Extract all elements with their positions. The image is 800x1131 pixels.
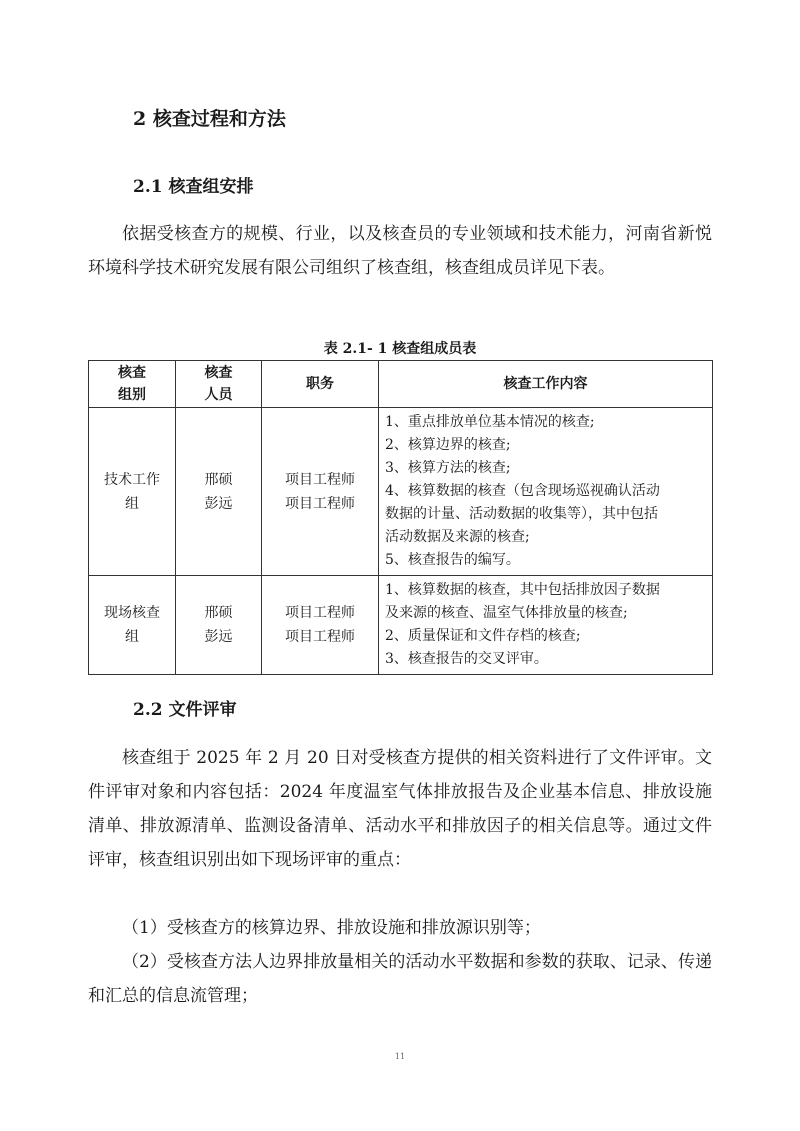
team-members-table — [88, 360, 713, 675]
section-2-2-paragraph: 核查组于 2025 年 2 月 20 日对受核查方提供的相关资料进行了文件评审。文件评审对象和内容包括：2024 年度温室气体排放报告及企业基本信息、排放设施清单、排放源清单、监测设备清单、活动水平和排放因子的相关信息等。通过文件评审，核查组识别出如下现场评审的重点： — [88, 748, 712, 870]
row-staff: 邢硕 彭远 — [176, 576, 262, 675]
section-2-1-heading: 2.1 核查组安排 — [133, 177, 254, 197]
row-staff: 邢硕 彭远 — [176, 408, 262, 576]
chapter-heading: 2 核查过程和方法 — [133, 108, 286, 130]
row-group: 技术工作 组 — [89, 408, 176, 576]
header-group: 核查 组别 — [89, 361, 176, 408]
row-role: 项目工程师 项目工程师 — [262, 408, 379, 576]
row-role: 项目工程师 项目工程师 — [262, 576, 379, 675]
row-content: 1、重点排放单位基本情况的核查; 2、核算边界的核查; 3、核算方法的核查; 4、核算数据的核查（包含现场巡视确认活动 数据的计量、活动数据的收集等），其中包括 活动数据及来源的核查; 5、核查报告的编写。 — [379, 408, 713, 576]
section-2-2-heading: 2.2 文件评审 — [133, 700, 237, 720]
table-caption: 表 2.1- 1 核查组成员表 — [323, 341, 477, 357]
header-content: 核查工作内容 — [379, 361, 713, 408]
section-2-1-paragraph: 依据受核查方的规模、行业，以及核查员的专业领域和技术能力，河南省新悦环境科学技术研究发展有限公司组织了核查组，核查组成员详见下表。 — [88, 224, 712, 278]
header-staff: 核查 人员 — [176, 361, 262, 408]
page-number: 11 — [394, 1052, 406, 1061]
header-role: 职务 — [262, 361, 379, 408]
review-focus-item-1: （1）受核查方的核算边界、排放设施和排放源识别等； — [122, 918, 541, 938]
table-header-row — [89, 361, 713, 408]
review-focus-item-2: （2）受核查方法人边界排放量相关的活动水平数据和参数的获取、记录、传递和汇总的信息流管理； — [88, 952, 712, 1006]
table-row — [89, 576, 713, 675]
table-row — [89, 408, 713, 576]
row-content: 1、核算数据的核查，其中包括排放因子数据 及来源的核查、温室气体排放量的核查; 2、质量保证和文件存档的核查; 3、核查报告的交叉评审。 — [379, 576, 713, 675]
row-group: 现场核查 组 — [89, 576, 176, 675]
